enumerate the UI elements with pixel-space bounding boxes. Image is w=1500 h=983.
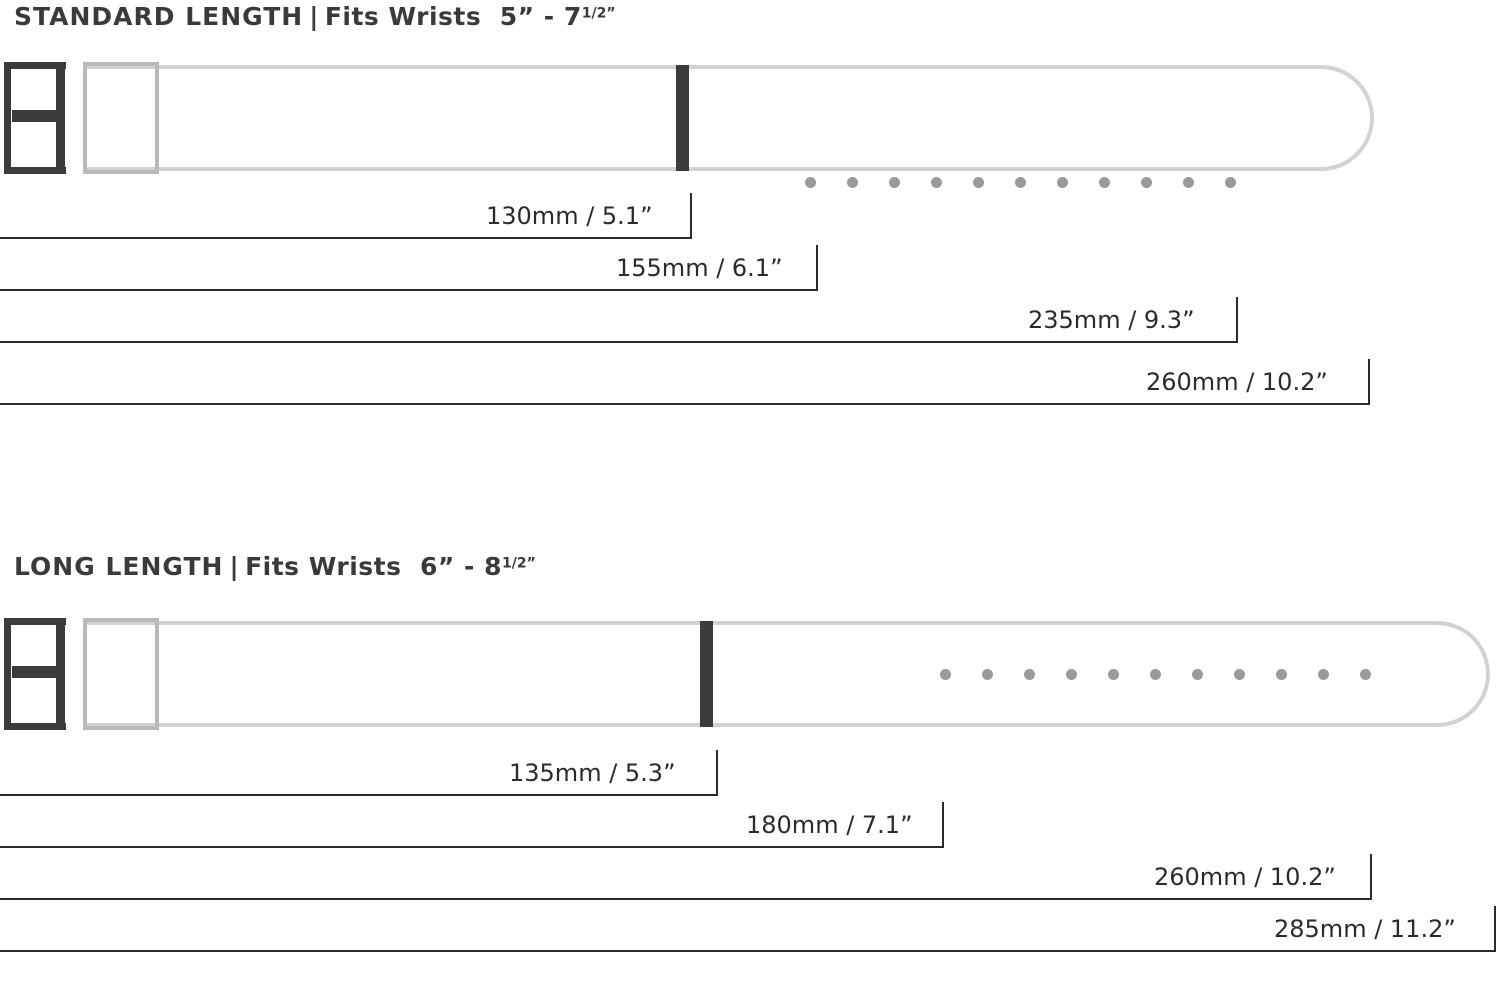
dimension-label: 155mm / 6.1” <box>610 255 789 281</box>
heading-range-start: 6” <box>419 552 455 581</box>
dimension-label: 285mm / 11.2” <box>1268 916 1462 942</box>
strap-hole <box>1141 177 1152 188</box>
heading-range-end-unit: ” <box>526 555 536 572</box>
heading-long-length <box>14 552 536 581</box>
dimension-bracket-3 <box>0 854 1372 900</box>
heading-title: STANDARD LENGTH <box>14 2 304 31</box>
strap-lug-marker <box>700 621 713 727</box>
strap-lug-marker <box>676 65 689 171</box>
dimension-bracket-4 <box>0 906 1496 952</box>
heading-range-dash: - <box>543 2 555 31</box>
heading-separator: | <box>309 2 319 31</box>
dimension-label: 130mm / 5.1” <box>480 203 659 229</box>
dimension-bracket-1 <box>0 193 692 239</box>
strap-hole <box>1057 177 1068 188</box>
heading-range-end-whole: 7 <box>563 2 582 31</box>
strap-hole <box>1192 669 1203 680</box>
strap-keeper-loop <box>83 618 159 730</box>
strap-band <box>84 65 1374 171</box>
heading-title: LONG LENGTH <box>14 552 224 581</box>
strap-hole <box>889 177 900 188</box>
strap-hole <box>931 177 942 188</box>
dimension-label: 135mm / 5.3” <box>503 760 682 786</box>
dimension-bracket-1 <box>0 750 718 796</box>
dimension-label: 260mm / 10.2” <box>1140 369 1334 395</box>
section-standard-length <box>0 0 1500 480</box>
strap-hole <box>1099 177 1110 188</box>
heading-subtitle-prefix: Fits Wrists <box>245 552 402 581</box>
strap-diagram-standard <box>0 62 1380 180</box>
strap-hole <box>1234 669 1245 680</box>
strap-hole <box>1276 669 1287 680</box>
dimension-bracket-2 <box>0 802 944 848</box>
heading-standard-length <box>14 2 616 31</box>
heading-range-start: 5” <box>499 2 535 31</box>
strap-hole <box>1015 177 1026 188</box>
strap-hole <box>1150 669 1161 680</box>
strap-hole <box>982 669 993 680</box>
heading-range-end-fraction: 1/2 <box>581 5 607 22</box>
strap-hole <box>1225 177 1236 188</box>
strap-hole <box>805 177 816 188</box>
dimension-bracket-3 <box>0 297 1238 343</box>
strap-hole <box>847 177 858 188</box>
heading-range-dash: - <box>463 552 475 581</box>
heading-separator: | <box>229 552 240 581</box>
heading-subtitle-prefix: Fits Wrists <box>324 2 482 31</box>
strap-keeper-loop <box>83 62 159 174</box>
dimension-label: 260mm / 10.2” <box>1148 864 1342 890</box>
heading-range-end-fraction: 1/2 <box>502 555 527 572</box>
dimension-label: 235mm / 9.3” <box>1022 307 1201 333</box>
strap-buckle-tongue <box>12 666 64 678</box>
strap-hole <box>1183 177 1194 188</box>
strap-hole <box>940 669 951 680</box>
dimension-label: 180mm / 7.1” <box>740 812 919 838</box>
strap-diagram-long <box>0 618 1490 736</box>
heading-range-end-whole: 8 <box>484 552 502 581</box>
strap-hole <box>1318 669 1329 680</box>
strap-hole <box>1108 669 1119 680</box>
dimension-bracket-2 <box>0 245 818 291</box>
heading-range-end-unit: ” <box>606 5 616 22</box>
strap-hole <box>1066 669 1077 680</box>
strap-buckle-tongue <box>12 110 64 122</box>
strap-hole <box>1360 669 1371 680</box>
strap-hole <box>973 177 984 188</box>
section-long-length <box>0 548 1500 983</box>
dimension-bracket-4 <box>0 359 1370 405</box>
strap-hole <box>1024 669 1035 680</box>
